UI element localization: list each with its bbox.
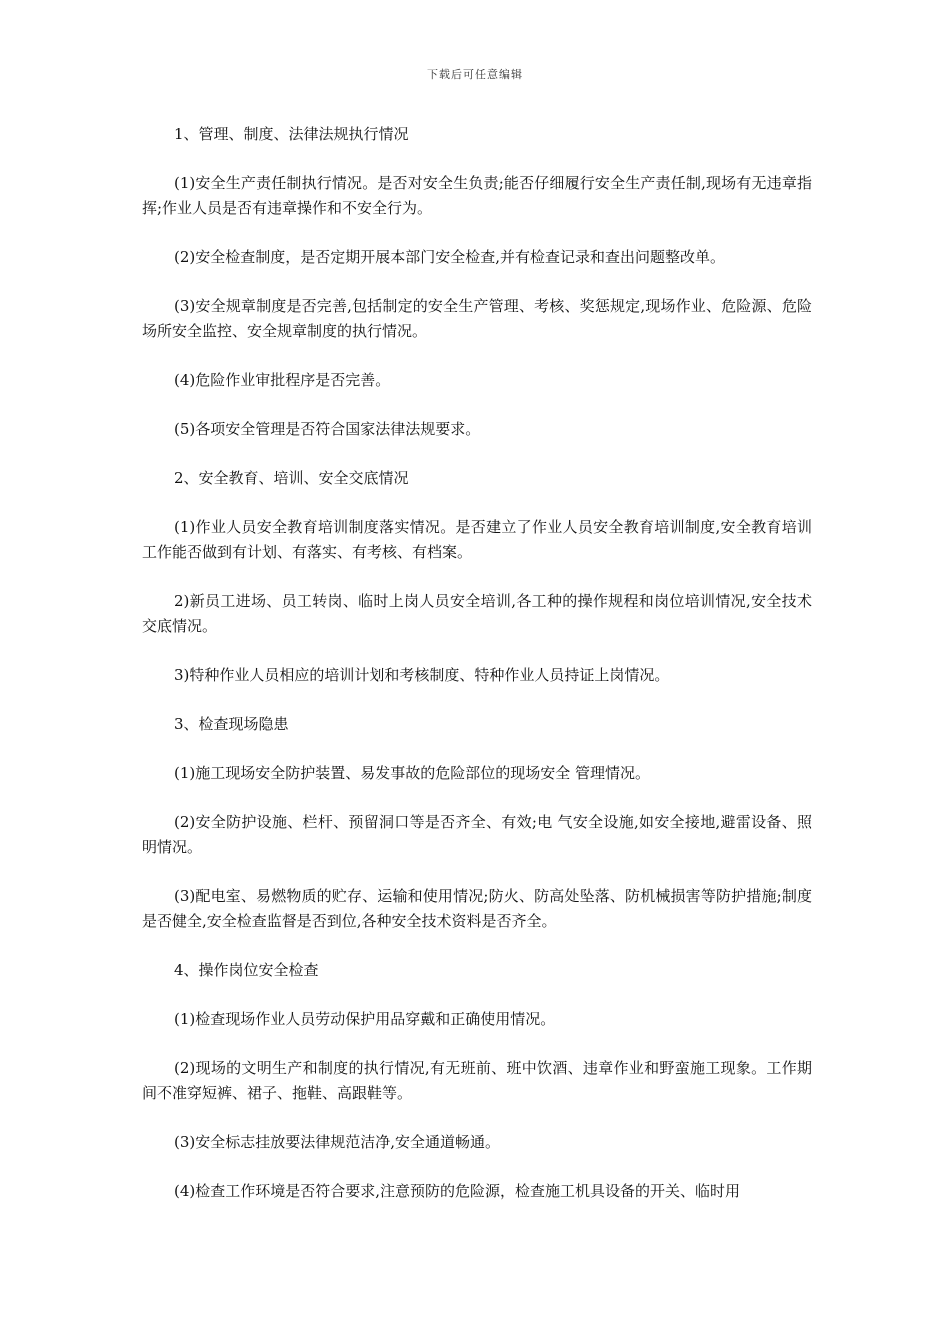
section-heading-3: 3、检查现场隐患: [174, 715, 289, 733]
paragraph-1-3: (3)安全规章制度是否完善,包括制定的安全生产管理、考核、奖惩规定,现场作业、危险源、危险场所安全监控、安全规章制度的执行情况。: [142, 297, 812, 340]
section-heading-4: 4、操作岗位安全检查: [174, 961, 319, 979]
page-header: 下载后可任意编辑: [427, 68, 523, 81]
paragraph-1-5: (5)各项安全管理是否符合国家法律法规要求。: [174, 420, 481, 438]
document-body: [142, 122, 812, 1228]
paragraph-1-1: (1)安全生产责任制执行情况。是否对安全生负责;能否仔细履行安全生产责任制,现场有无违章指挥;作业人员是否有违章操作和不安全行为。: [142, 174, 812, 217]
paragraph-4-3: (3)安全标志挂放要法律规范洁净,安全通道畅通。: [174, 1133, 501, 1151]
paragraph-4-2: (2)现场的文明生产和制度的执行情况,有无班前、班中饮酒、违章作业和野蛮施工现象。工作期间不准穿短裤、裙子、拖鞋、高跟鞋等。: [142, 1059, 812, 1102]
paragraph-4-4: (4)检查工作环境是否符合要求,注意预防的危险源，检查施工机具设备的开关、临时用: [174, 1182, 741, 1200]
paragraph-1-2: (2)安全检查制度，是否定期开展本部门安全检查,并有检查记录和查出问题整改单。: [174, 248, 726, 266]
paragraph-3-2: (2)安全防护设施、栏杆、预留洞口等是否齐全、有效;电 气安全设施,如安全接地,避雷设备、照明情况。: [142, 813, 812, 856]
paragraph-3-1: (1)施工现场安全防护装置、易发事故的危险部位的现场安全 管理情况。: [174, 764, 651, 782]
paragraph-2-1: (1)作业人员安全教育培训制度落实情况。是否建立了作业人员安全教育培训制度,安全教育培训工作能否做到有计划、有落实、有考核、有档案。: [142, 518, 812, 561]
paragraph-4-1: (1)检查现场作业人员劳动保护用品穿戴和正确使用情况。: [174, 1010, 556, 1028]
section-heading-2: 2、安全教育、培训、安全交底情况: [174, 469, 409, 487]
paragraph-1-4: (4)危险作业审批程序是否完善。: [174, 371, 391, 389]
paragraph-2-3: 3)特种作业人员相应的培训计划和考核制度、特种作业人员持证上岗情况。: [174, 666, 670, 684]
section-heading-1: 1、管理、制度、法律法规执行情况: [174, 125, 409, 143]
paragraph-3-3: (3)配电室、易燃物质的贮存、运输和使用情况;防火、防高处坠落、防机械损害等防护措施;制度是否健全,安全检查监督是否到位,各种安全技术资料是否齐全。: [142, 887, 812, 930]
paragraph-2-2: 2)新员工进场、员工转岗、临时上岗人员安全培训,各工种的操作规程和岗位培训情况,安全技术交底情况。: [142, 592, 812, 635]
